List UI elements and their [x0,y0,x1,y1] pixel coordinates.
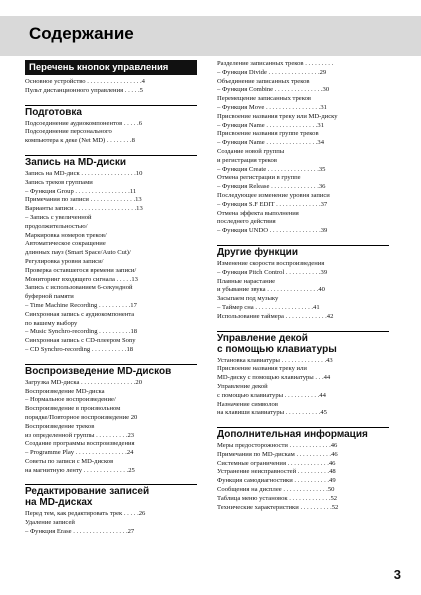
toc-entry [217,401,389,419]
toc-entry-line: Проверка оставшегося времени записи/ [25,266,137,274]
toc-entry-line: – Programme Play . . . . . . . . . . . . . . . .24 [25,449,134,457]
section-title [25,364,197,377]
toc-section [217,60,389,236]
toc-entry-line: с помощью клавиатуры . . . . . . . . . . .44 [217,391,326,399]
toc-entry [25,440,197,458]
toc-entry-line: Присвоение названия треку или MD-диску [217,112,338,120]
toc-entry-line: буферной памяти [25,293,74,301]
toc-entry-line: – Функция S.F EDIT . . . . . . . . . . . . . .37 [217,200,328,208]
section-title [25,105,197,118]
section-title [217,427,389,440]
toc-entry [217,495,389,504]
toc-entry-line: – Music Synchro-recording . . . . . . . . . .18 [25,328,138,336]
toc-entry-line: Варианты записи . . . . . . . . . . . . . . . . . . .13 [25,205,143,213]
toc-entry-line: продолжительностью/ [25,222,88,230]
page-header [0,16,421,56]
page-title: Содержание [29,24,134,43]
toc-entry [217,192,389,210]
section-title [25,155,197,168]
toc-entry-line: – Запись с увеличенной [25,213,92,221]
toc-entry [25,78,197,87]
toc-entry [217,174,389,192]
toc-entry-line: – Функция Release . . . . . . . . . . . . . . .36 [217,183,326,191]
toc-entry-line: – Функция Combine . . . . . . . . . . . . . . .30 [217,86,330,94]
toc-entry-line: последнего действия [217,218,276,226]
toc-entry-line: – Функция Erase . . . . . . . . . . . . . . . . .27 [25,528,135,536]
toc-entry [217,460,389,469]
toc-entry-line: Отмена регистрации в группе [217,174,301,182]
toc-entry-line: Загрузка MD-диска . . . . . . . . . . . . . . . . .20 [25,378,143,386]
toc-section [217,260,389,322]
section-title-line: с помощью клавиатуры [217,343,337,355]
toc-section [25,170,197,355]
toc-entry [25,284,197,310]
toc-entry-line: Засыпаем под музыку [217,295,279,303]
toc-entry [25,170,197,179]
toc-entry-line: Удаление записей [25,519,75,527]
toc-entry [25,87,197,96]
toc-entry [217,383,389,401]
toc-entry [25,120,197,129]
toc-entry [25,519,197,537]
toc-entry-line: – Функция Group . . . . . . . . . . . . . . . . .11 [25,187,137,195]
section-title [217,245,389,258]
section-title-line: Управление декой [217,332,308,344]
toc-entry [25,128,197,146]
toc-entry-line: по вашему выбору [25,319,78,327]
toc-entry-line: Установка клавиатуры . . . . . . . . . . . . . .43 [217,356,333,364]
toc-entry [25,205,197,214]
toc-section [25,78,197,96]
toc-entry [217,113,389,131]
toc-entry-line: Меры предосторожности . . . . . . . . . . . . .46 [217,442,338,450]
toc-entry-line: Пульт дистанционного управления . . . . .5 [25,86,143,94]
section-title-line: Подготовка [25,106,82,118]
toc-entry-line: Присвоение названия треку или [217,365,307,373]
toc-entry-line: Объединение записанных треков [217,77,310,85]
toc-entry [217,95,389,113]
toc-entry-line: на клавиши клавиатуры . . . . . . . . . . .45 [217,409,327,417]
toc-entry [217,504,389,513]
toc-entry-line: – Функция Name . . . . . . . . . . . . . . . .31 [217,121,325,129]
toc-section [25,379,197,476]
toc-entry [217,260,389,278]
toc-entry-line: длинных пауз (Smart Space/Auto Cut)/ [25,249,131,257]
toc-entry [217,468,389,477]
section-title-line: Другие функции [217,246,298,258]
section-title-line: Запись на MD-диски [25,156,126,168]
toc-entry-line: на магнитную ленту . . . . . . . . . . . . . .25 [25,466,135,474]
toc-entry [217,278,389,296]
section-title [25,484,197,508]
toc-entry-line: Автоматическое сокращение [25,240,106,248]
toc-entry-line: Создание новой группы [217,147,285,155]
toc-entry-line: Управление декой [217,382,268,390]
toc-entry-line: Таблица меню установок . . . . . . . . . . . . .52 [217,494,338,502]
toc-entry-line: Сообщения на дисплее . . . . . . . . . . . . . .50 [217,486,335,494]
toc-entry-line: Примечания по записи . . . . . . . . . . . . . .13 [25,196,142,204]
toc-entry [217,60,389,78]
left-column [25,60,197,537]
toc-entry-line: – Time Machine Recording . . . . . . . . . .17 [25,301,137,309]
toc-entry-line: Основное устройство . . . . . . . . . . . . . . . . .4 [25,78,145,85]
toc-entry [25,311,197,337]
toc-entry [217,442,389,451]
toc-entry-line: – Функция Name . . . . . . . . . . . . . . . .34 [217,139,325,147]
toc-entry-line: Присвоение названия группе треков [217,130,319,138]
toc-entry-line: – Функция Create . . . . . . . . . . . . . . . .35 [217,165,326,173]
section-title [217,331,389,355]
toc-entry-line: Воспроизведение MD-диска [25,387,105,395]
toc-entry-line: порядке/Повторное воспроизведение 20 [25,413,138,421]
toc-entry [25,379,197,388]
toc-entry-line: Перед тем, как редактировать трек . . . . .26 [25,510,146,518]
toc-entry-line: Синхронная запись с CD-плеером Sony [25,337,136,345]
toc-entry [217,365,389,383]
toc-entry-line: из определенной группы . . . . . . . . . .23 [25,431,135,439]
toc-entry-line: Отмена эффекта выполнения [217,209,299,217]
toc-entry-line: MD-диску с помощью клавиатуры . . .44 [217,374,331,382]
toc-entry [217,78,389,96]
toc-entry-line: – Таймер сна . . . . . . . . . . . . . . . . . .41 [217,303,320,311]
toc-entry [25,458,197,476]
toc-entry-line: Воспроизведение треков [25,422,95,430]
toc-entry-line: – Функция UNDO . . . . . . . . . . . . . . . .39 [217,227,328,235]
section-title-line: Редактирование записей [25,486,150,498]
toc-entry-line: Воспроизведение в произвольном [25,405,121,413]
toc-entry [217,210,389,236]
toc-entry-line: Устранение неисправностей . . . . . . . . . .48 [217,468,336,476]
toc-entry-line: Советы по записи с MD-дисков [25,457,114,465]
toc-entry [25,510,197,519]
toc-entry-line: и регистрация треков [217,156,277,164]
page-number: 3 [393,567,401,582]
toc-entry [217,451,389,460]
toc-entry-line: Последующее изменение уровня записи [217,191,330,199]
toc-entry-line: Изменение скорости воспроизведения [217,259,325,267]
toc-entry [25,214,197,284]
toc-entry-line: компьютера к деке (Net MD) . . . . . . . .8 [25,137,135,145]
toc-entry-line: Подсоединение персонального [25,128,112,136]
section-title-line: на MD-дисках [25,497,93,509]
toc-entry [217,313,389,322]
toc-entry-line: Создание программы воспроизведения [25,440,135,448]
toc-section [217,442,389,512]
toc-entry-line: Запись на MD-диск . . . . . . . . . . . . . . . . .10 [25,169,143,177]
toc-entry [217,357,389,366]
toc-entry-line: – CD Synchro-recording . . . . . . . . . . .18 [25,345,134,353]
toc-entry [25,196,197,205]
toc-entry-line: Назначение символов [217,400,278,408]
toc-entry [217,486,389,495]
toc-entry-line: Мониторинг входящего сигнала . . . . .13 [25,275,138,283]
section-title: Перечень кнопок управления [25,60,197,75]
section-title-line: Воспроизведение MD-дисков [25,365,172,377]
toc-entry-line: Подсоединение аудиокомпонентов . . . . .6 [25,119,142,127]
toc-entry-line: Разделение записанных треков . . . . . . . . . [217,60,334,67]
toc-entry-line: Синхронная запись с аудиокомпонента [25,310,135,318]
toc-section [217,357,389,419]
toc-entry-line: Системные ограничения . . . . . . . . . . . . .46 [217,459,336,467]
toc-entry [217,130,389,148]
toc-entry-line: – Функция Move . . . . . . . . . . . . . . . . .31 [217,103,327,111]
toc-entry [217,477,389,486]
toc-entry-line: Плавные нарастание [217,277,276,285]
section-title-line: Дополнительная информация [217,429,368,441]
toc-entry [25,179,197,197]
toc-entry-line: Примечания по MD-дискам . . . . . . . . . . .46 [217,450,338,458]
right-column [217,60,389,512]
toc-entry-line: Перемещение записанных треков [217,95,311,103]
toc-entry-line: – Функция Pitch Control . . . . . . . . . . .39 [217,268,328,276]
toc-entry-line: Запись треков группами [25,178,93,186]
toc-entry-line: Использование таймера . . . . . . . . . . . . .42 [217,312,334,320]
toc-entry-line: – Нормальное воспроизведение/ [25,396,116,404]
toc-entry [25,337,197,355]
toc-entry-line: Регулировка уровня записи/ [25,257,104,265]
toc-entry [25,388,197,423]
toc-entry-line: Функция самодиагностики . . . . . . . . . . .49 [217,477,336,485]
toc-entry-line: и убывание звука . . . . . . . . . . . . . . . .40 [217,286,325,294]
toc-entry [217,295,389,313]
toc-section [25,510,197,536]
toc-entry-line: Технические характеристики . . . . . . . . . .52 [217,503,339,511]
toc-section [25,120,197,146]
toc-entry [25,423,197,441]
toc-entry [217,148,389,174]
toc-entry-line: Запись с использованием 6-секундной [25,284,133,292]
toc-entry-line: Маркировка номеров треков/ [25,231,107,239]
toc-entry-line: – Функция Divide . . . . . . . . . . . . . . . .29 [217,68,327,76]
